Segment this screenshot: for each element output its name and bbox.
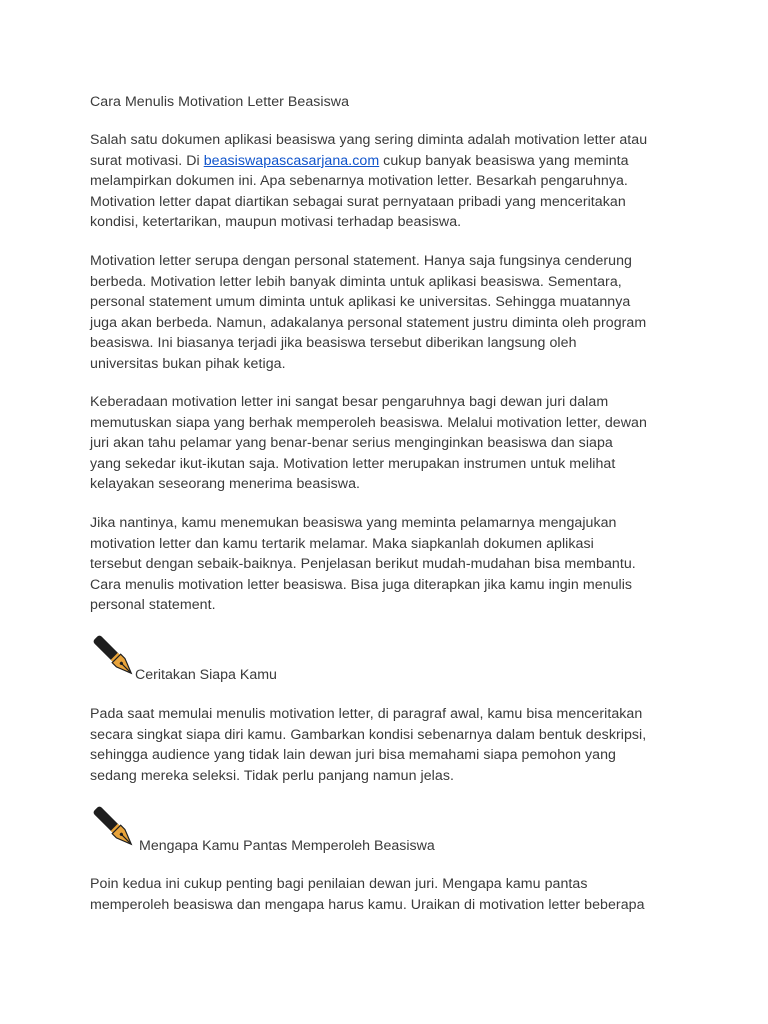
paragraph-prepare: Jika nantinya, kamu menemukan beasiswa yang meminta pelamarnya mengajukan motivation letter dan kamu tertarik melamar. Maka siapkanlah dokumen aplikasi tersebut dengan sebaik-baiknya. Penjelasan berikut mudah-mudahan bisa membantu. Cara menulis motivation letter beasiswa. Bisa juga diterapkan jika kamu ingin menulis personal statement. xyxy=(90,515,636,614)
fountain-pen-icon xyxy=(90,632,140,682)
paragraph-why-deserve: Poin kedua ini cukup penting bagi penilaian dewan juri. Mengapa kamu pantas memperoleh beasiswa dan mengapa harus kamu. Uraikan di motivation letter beberapa xyxy=(90,876,645,913)
fountain-pen-icon xyxy=(90,803,140,853)
section-heading-2 xyxy=(90,803,690,855)
paragraph-intro: Salah satu dokumen aplikasi beasiswa yang sering diminta adalah motivation letter atau surat motivasi. Di beasiswapascasarjana.com cukup banyak beasiswa yang meminta melampirkan dokumen ini. Apa sebenarnya motivation letter. Besarkah pengaruhnya. Motivation letter dapat diartikan sebagai surat pernyataan pribadi yang menceritakan kondisi, ketertarikan, maupun motivasi terhadap beasiswa. xyxy=(90,132,648,231)
heading-mengapa: Mengapa Kamu Pantas Memperoleh Beasiswa xyxy=(139,838,435,854)
document-title: Cara Menulis Motivation Letter Beasiswa xyxy=(90,94,350,110)
paragraph-personal-statement: Motivation letter serupa dengan personal statement. Hanya saja fungsinya cenderung berbeda. Motivation letter lebih banyak diminta untuk aplikasi beasiswa. Sementara, personal statement umum diminta untuk aplikasi ke universitas. Sehingga muatannya juga akan berbeda. Namun, adakalanya personal statement justru diminta oleh program beasiswa. Ini biasanya terjadi jika beasiswa tersebut diberikan langsung oleh universitas bukan pihak ketiga. xyxy=(90,253,647,372)
paragraph-who-are-you: Pada saat memulai menulis motivation letter, di paragraf awal, kamu bisa menceritakan secara singkat siapa diri kamu. Gambarkan kondisi sebenarnya dalam bentuk deskripsi, sehingga audience yang tidak lain dewan juri bisa memahami siapa pemohon yang sedang mereka seleksi. Tidak perlu panjang namun jelas. xyxy=(90,706,647,784)
heading-ceritakan: Ceritakan Siapa Kamu xyxy=(135,667,277,683)
paragraph-influence: Keberadaan motivation letter ini sangat besar pengaruhnya bagi dewan juri dalam memutuskan siapa yang berhak memperoleh beasiswa. Melalui motivation letter, dewan juri akan tahu pelamar yang benar-benar serius menginginkan beasiswa dan siapa yang sekedar ikut-ikutan saja. Motivation letter merupakan instrumen untuk melihat kelayakan seseorang menerima beasiswa. xyxy=(90,394,647,493)
beasiswapascasarjana-link[interactable]: beasiswapascasarjana.com xyxy=(203,152,380,169)
section-heading-1 xyxy=(90,632,690,684)
